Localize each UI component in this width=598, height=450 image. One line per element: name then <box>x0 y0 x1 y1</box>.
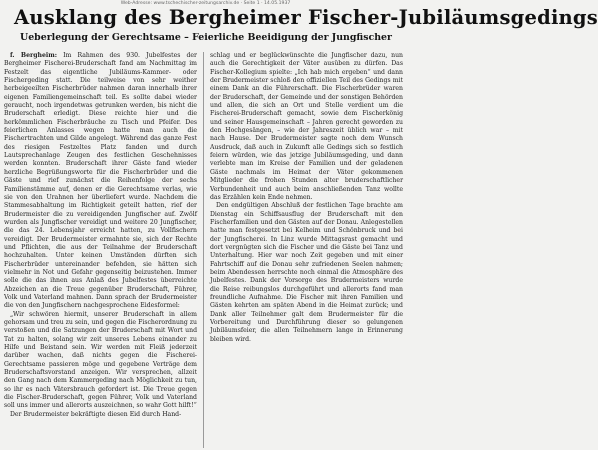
paragraph: Der Brudermeister bekräftigte diesen Eid durch Hand- <box>10 410 182 418</box>
column-divider <box>203 52 204 448</box>
article-column-right <box>210 52 403 344</box>
paragraph: Den endgültigen Abschluß der festlichen Tage brachte am Dienstag ein Schiffsausflug der Bruderschaft mit den Fischerfamilien und den Gästen auf der Donau. Anlegestellen hatte man festgesetzt bei Kelheim und Schönbruck und bei der Jungfischerei. In Linz wurde Mittagsrast gemacht und dort vergnügten sich die Fischer und die Gäste bei Tanz und Unterhaltung. Hier war noch Zeit gegeben und mit einer Fahrtschiff auf die Donau sehr zufriedenen Seelen nahmen; beim Abendessen herrschte noch einmal die Atmosphäre des Jubelfestes. Dank der Vorsorge des Brudermeisters wurde die Reise reibungslos durchgeführt und allerorts fand man freundliche Aufnahme. Die Fischer mit ihren Familien und Gästen kehrten am späten Abend in die Heimat zurück; und Dank aller Teilnehmer galt dem Brudermeister für die Vorbereitung und Durchführung dieser so gelungenen Jubiläumsfeier, die allen Teilnehmern lange in Erinnerung bleiben wird. <box>210 202 403 343</box>
paragraph-text: Im Rahmen des 930. Jubelfestes der Bergheimer Fischerei-Bruderschaft fand am Nachmittag im Festzelt das eigentliche Jubiläums-Kammer- oder Fischergeding statt. Die teilweise von sehr weither herbeigeeilten Fischerbrüder nahmen daran innerhalb ihrer eigenen Familiengemeinschaft teil. Es sollte dabei wieder geraucht, noch irgendetwas getrunken werden, bis nicht die Bruderschaft erledigt. Diese reichte hier und die herkömmlichen Fischerbräuche zu Tisch und Pfeifer. Des feierlichen Anlasses wegen hatte man auch die Fischertrachten und Gilde angelegt. Während das ganze Fest des riesigen Festzeltes Platz fanden und durch Lautsprechanlage Zeugen des festlichen Geschehnisses werden konnten. Bruderschaft ihrer Gäste fand wieder herzliche Begrüßungsworte für die Fischerbrüder und die Gäste und rief zunächst die Reihenfolge der sechs Familienstämme auf, denen er die Gerechtsame verlas, wie sie von den Urahnen her überliefert wurde. Nachdem die Stammesabhaltung im Richtigkeit geteilt hatten, rief der Brudermeister die zu vereidigenden Jungfischer auf. Zwölf wurden als Jungfischer vereidigt und weitere 20 Jungfischer, die das 24. Lebensjahr erreicht hatten, zu Vollfischern vereidigt. Der Brudermeister ermahnte sie, sich der Rechte und Pflichten, die aus der Teilnahme der Bruderschaft hochzuhalten. Unter keinen Umständen dürften sich Fischerbrüder untereinander befehden, sie hätten sich vielmehr in Not und Gefahr gegenseitig beizustehen. Immer solle die das ihnen aus Anlaß des Jubelfestes überreichte Abzeichen an die Treue gegenüber Bruderschaft, Führer, Volk und Vaterland mahnen. Dann sprach der Brudermeister die von den Jungfischern nachgesprochene Eidesformel: <box>4 52 197 310</box>
paragraph: schlag und er beglückwünschte die Jungfischer dazu, nun auch die Gerechtigkeit der Väter ausüben zu dürfen. Das Fischer-Kollegium spielte: „Ich hab mich ergeben“ und dann der Brudermeister schloß den offiziellen Teil des Gedings mit einem Dank an die Führerschaft. Die Fischerbrüder waren der Bruderschaft, der Gemeinde und der sonstigen Behörden und allen, die sich an Ort und Stelle verdient um die Fischerei-Bruderschaft gemacht, sowie dem Fischerkönig und seiner Hausgemeinschaft – Jahren gerecht geworden zu den Hochgesängen, – wie der Jahreszeit üblich war – mit nach Hause. Der Brudermeister sagte noch dem Wunsch Ausdruck, daß auch in Zukunft alle Gedings sich so festlich feiern würden, wie das jetzige Jubiläumsgeding, und dann verlebte man im Kreise der Familien und der geladenen Gäste nachmals im Heimat der Väter gekommenen Mitglieder die frohen Stunden alter bruderschaftlicher Verbundenheit und auch beim anschließenden Tanz wollte das Erzählen kein Ende nehmen. <box>210 52 403 201</box>
archive-source-line: Web-Adresse: www.tschechischer-zeitungsarchiv.de · Seite 1 · 14.05.1937 <box>120 1 291 6</box>
place-dateline: f. Bergheim: <box>10 52 57 59</box>
article-column-left <box>4 52 197 419</box>
article-headline: Ausklang des Bergheimer Fischer-Jubiläumsgedings <box>14 6 598 29</box>
paragraph <box>4 52 197 311</box>
article-subheadline: Ueberlegung der Gerechtsame – Feierliche Beeidigung der Jungfischer <box>20 32 392 43</box>
oath-paragraph: „Wir schwören hiermit, unserer Bruderschaft in allem gehorsam und treu zu sein, und gegen die Fischerordnung zu verstoßen und die Satzungen der Bruderschaft mit Wort und Tat zu halten, solang wir zeit unseres Lebens einander zu Hilfe und Beistand sein. Wir werden mit Fleiß jederzeit darüber wachen, daß nichts gegen die Fischerei-Gerechtsame passieren möge und gegebene Verträge dem Bruderschaftsvorstand anzeigen. Wir versprechen, allzeit den Gang nach dem Kammergeding nach Möglichkeit zu tun, so ihr es nach Vätersbrauch gefordert ist. Die Treue gegen die Fischer-Bruderschaft, gegen Führer, Volk und Vaterland soll uns immer und allerorts auszeichnen, so wahr Gott hilft!“ <box>4 310 197 410</box>
